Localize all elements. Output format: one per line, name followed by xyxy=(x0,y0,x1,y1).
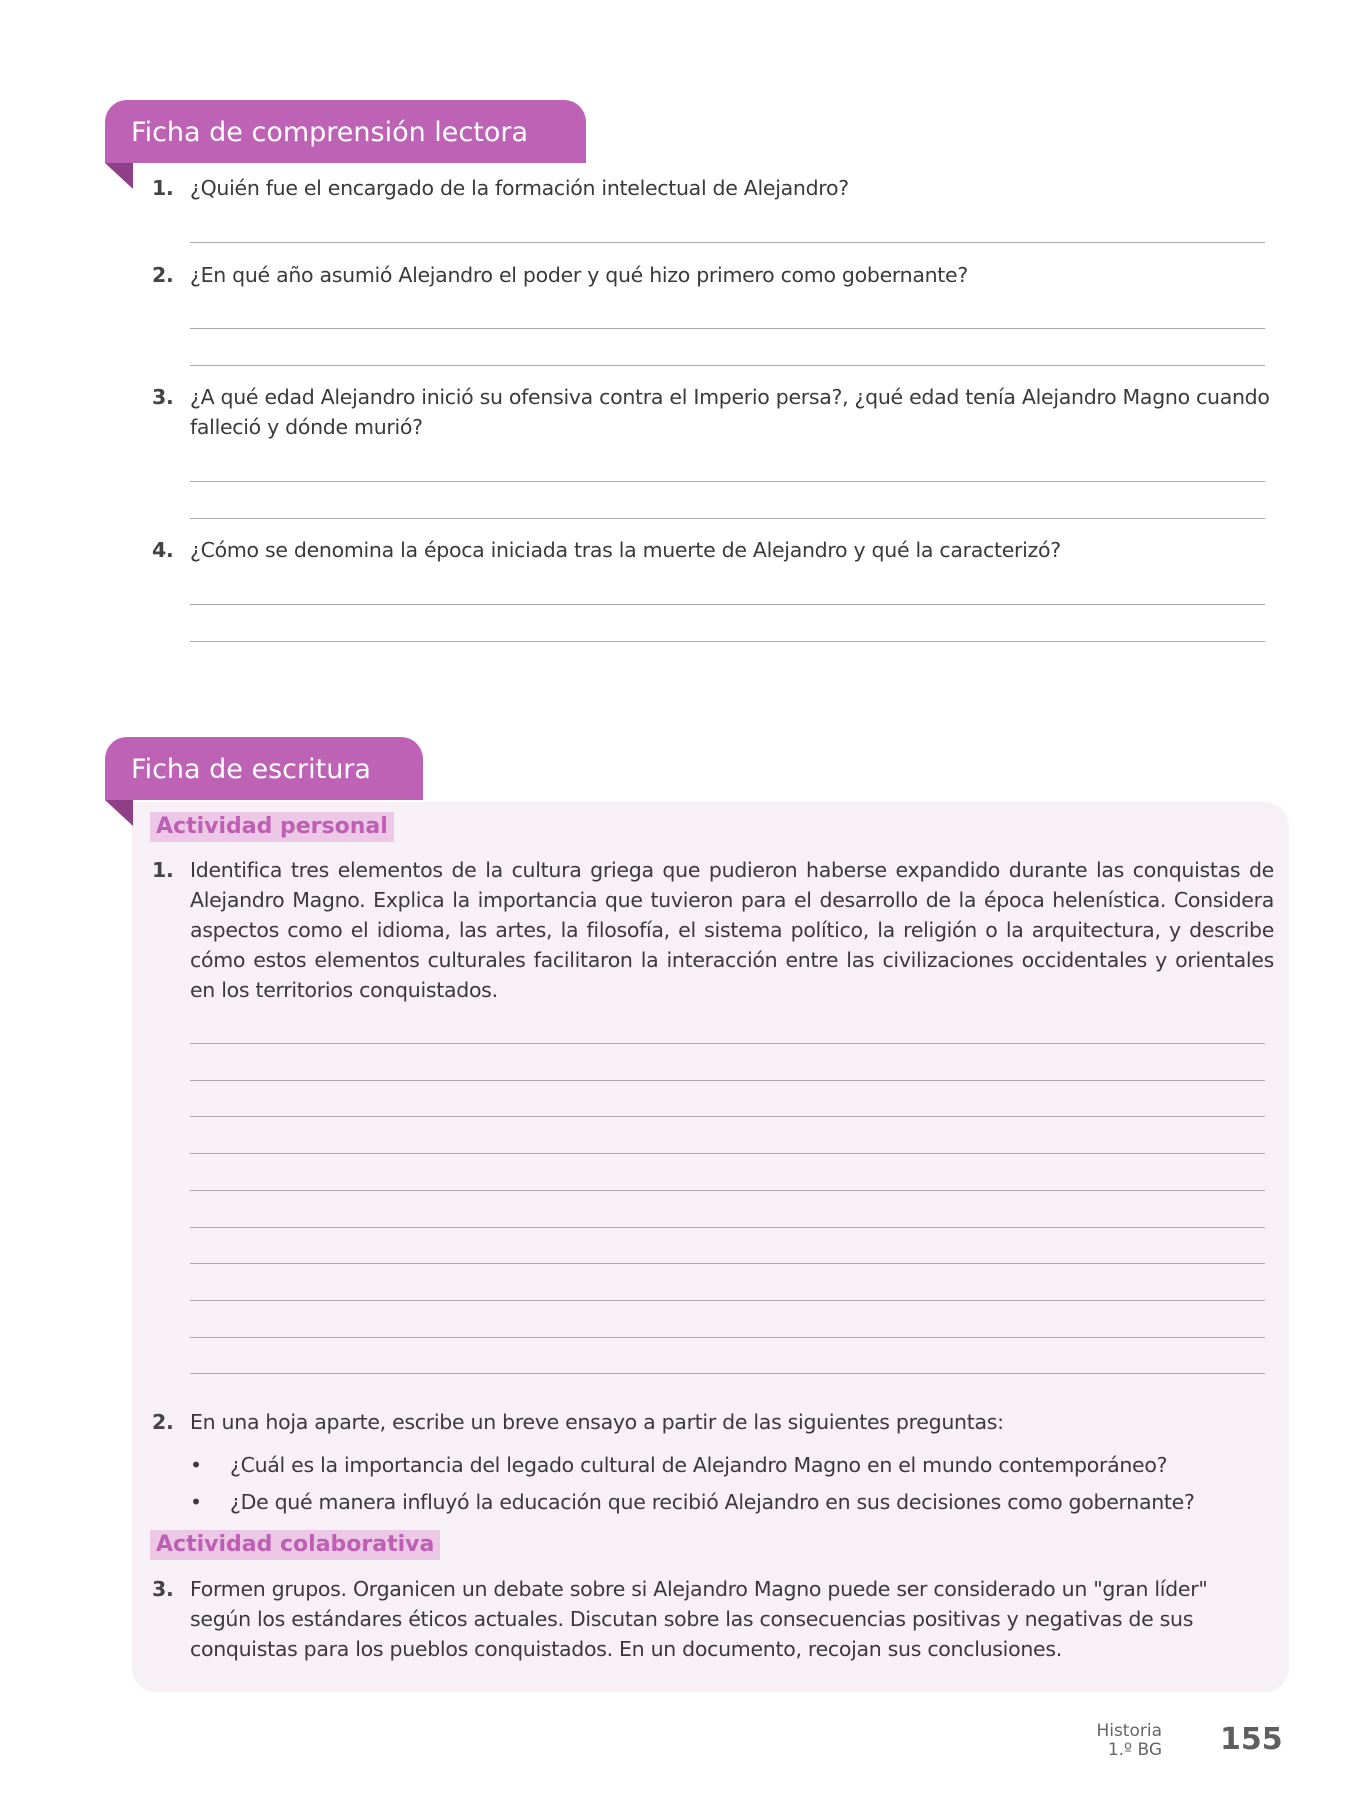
answer-line[interactable] xyxy=(190,518,1265,519)
section-header-escritura: Ficha de escritura xyxy=(105,737,423,800)
question-number: 4. xyxy=(152,538,174,562)
activity-label-colaborativa: Actividad colaborativa xyxy=(150,1530,440,1560)
answer-line[interactable] xyxy=(190,1190,1265,1191)
answer-line[interactable] xyxy=(190,604,1265,605)
answer-line[interactable] xyxy=(190,328,1265,329)
question-number: 1. xyxy=(152,858,174,882)
ribbon-fold xyxy=(105,163,133,189)
question-text: ¿Cómo se denomina la época iniciada tras la muerte de Alejandro y qué la caracterizó? xyxy=(190,538,1061,562)
writing-question-3 xyxy=(152,1574,1274,1664)
question-number: 1. xyxy=(152,176,174,200)
question-2 xyxy=(152,260,1270,290)
question-number: 2. xyxy=(152,263,174,287)
answer-line[interactable] xyxy=(190,365,1265,366)
writing-question-2 xyxy=(152,1407,1270,1437)
question-text: En una hoja aparte, escribe un breve ensayo a partir de las siguientes preguntas: xyxy=(190,1410,1004,1434)
question-text: ¿A qué edad Alejandro inició su ofensiva contra el Imperio persa?, ¿qué edad tenía Alejandro Magno cuando falleció y dónde murió? xyxy=(190,385,1270,439)
answer-line[interactable] xyxy=(190,242,1265,243)
bullet-item xyxy=(190,1450,1167,1480)
answer-line[interactable] xyxy=(190,1337,1265,1338)
question-3 xyxy=(152,382,1270,442)
bullet-icon: • xyxy=(190,1453,202,1477)
answer-line[interactable] xyxy=(190,1080,1265,1081)
answer-line[interactable] xyxy=(190,1300,1265,1301)
answer-line[interactable] xyxy=(190,1227,1265,1228)
subject-name: Historia xyxy=(1096,1721,1162,1741)
footer-subject xyxy=(1096,1722,1162,1760)
bullet-item xyxy=(190,1487,1195,1517)
section-header-comprension: Ficha de comprensión lectora xyxy=(105,100,586,163)
answer-line[interactable] xyxy=(190,641,1265,642)
answer-line[interactable] xyxy=(190,481,1265,482)
bullet-text: ¿De qué manera influyó la educación que recibió Alejandro en sus decisiones como gobernante? xyxy=(230,1490,1195,1514)
answer-line[interactable] xyxy=(190,1263,1265,1264)
question-text: Formen grupos. Organicen un debate sobre si Alejandro Magno puede ser considerado un "gran líder" según los estándares éticos actuales. Discutan sobre las consecuencias positivas y negativas de sus conquistas para los pueblos conquistados. En un documento, recojan sus conclusiones. xyxy=(190,1577,1208,1661)
question-4 xyxy=(152,535,1270,565)
question-text: ¿En qué año asumió Alejandro el poder y qué hizo primero como gobernante? xyxy=(190,263,968,287)
answer-line[interactable] xyxy=(190,1153,1265,1154)
question-number: 2. xyxy=(152,1410,174,1434)
activity-label-personal: Actividad personal xyxy=(150,812,394,842)
question-text: ¿Quién fue el encargado de la formación intelectual de Alejandro? xyxy=(190,176,849,200)
question-text: Identifica tres elementos de la cultura griega que pudieron haberse expandido durante las conquistas de Alejandro Magno. Explica la importancia que tuvieron para el desarrollo de la época helenística. Considera aspectos como el idioma, las artes, la filosofía, el sistema político, la religión o la arquitectura, y describe cómo estos elementos culturales facilitaron la interacción entre las civilizaciones occidentales y orientales en los territorios conquistados. xyxy=(190,858,1274,1002)
answer-line[interactable] xyxy=(190,1043,1265,1044)
answer-line[interactable] xyxy=(190,1116,1265,1117)
grade-label: 1.º BG xyxy=(1107,1740,1162,1760)
question-number: 3. xyxy=(152,1577,174,1601)
question-number: 3. xyxy=(152,385,174,409)
question-1 xyxy=(152,173,1270,203)
ribbon-fold xyxy=(105,800,133,826)
bullet-text: ¿Cuál es la importancia del legado cultural de Alejandro Magno en el mundo contemporáneo? xyxy=(230,1453,1168,1477)
answer-line[interactable] xyxy=(190,1373,1265,1374)
bullet-icon: • xyxy=(190,1490,202,1514)
page-number: 155 xyxy=(1220,1722,1283,1757)
writing-question-1 xyxy=(152,855,1274,1005)
